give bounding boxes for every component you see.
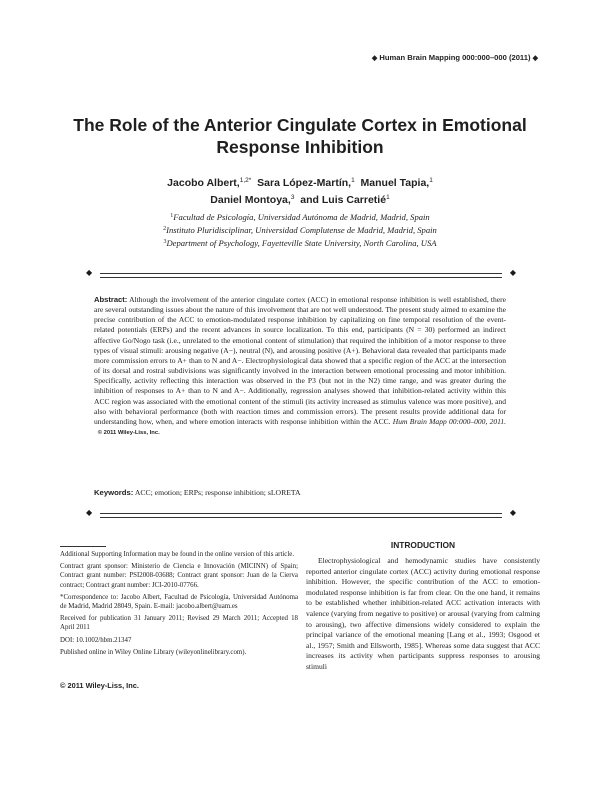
footnote: *Correspondence to: Jacobo Albert, Facultad de Psicología, Universidad Autónoma de Madrid, Madrid 28049, Spain. E-mail: jacobo.albert@uam.es [60,593,298,611]
author: Sara López-Martín,$^1$ [257,177,355,189]
diamond-icon: ◆ [509,268,516,277]
footnotes [60,550,298,660]
diamond-icon: ◆ [509,508,516,517]
keywords [94,488,506,497]
diamond-icon: ◆ [532,55,538,62]
bottom-divider [86,510,516,522]
keywords-label: Keywords: [94,488,134,497]
author: Jacobo Albert,$^{1,2*}$ [167,177,252,189]
affiliation: $^3$Department of Psychology, Fayetteville State University, North Carolina, USA [163,238,437,248]
abstract-citation: Hum Brain Mapp 00:000–000, 2011. [392,416,507,426]
paragraph: Electrophysiological and hemodynamic studies have consistently reported anterior cingulate cortex (ACC) activity during emotional response inhibition. However, the specific contribution of the ACC to emotion-modulated response inhibition is far from clear. On the one hand, it remains to be established whether inhibition-related ACC activation interacts with valence (varying from negative to positive) or arousal (varying from calming to arousing), two affective dimensions widely considered to explain the principal variance of the emotional meaning [Lang et al., 1993; Osgood et al., 1957; Smith and Ellsworth, 1985]. Whereas some data suggest that ACC increases its activity when participants suppress responses to arousing stimuli [306,556,540,671]
paper-title: The Role of the Anterior Cingulate Cortex in Emotional Response Inhibition [73,115,527,157]
author-list [60,175,540,209]
journal-citation: Human Brain Mapping 000:000–000 (2011) [379,53,531,62]
author: and Luis Carretié$^1$ [300,194,390,206]
footnote: DOI: 10.1002/hbm.21347 [60,636,132,644]
affiliation: $^2$Instituto Pluridisciplinar, Universidad Complutense de Madrid, Madrid, Spain [163,225,437,235]
footnote-rule [60,546,106,547]
abstract [94,295,506,438]
abstract-text: Although the involvement of the anterior cingulate cortex (ACC) in emotional response inhibition is well established, there are several outstanding issues about the nature of this involvement that are not well understood. The present study aimed to examine the precise contribution of the ACC to emotion-modulated response inhibition by capitalizing on fine temporal resolution of the event-related potentials (ERPs) and the recent advances in source localization. To this end, participants (N = 30) performed an indirect affective Go/Nogo task (i.e., unrelated to the emotional content of stimulation) that required the inhibition of a motor response to three types of visual stimuli: arousing negative (A−), neutral (N), and arousing positive (A+). Behavioral data revealed that participants made more commission errors to A+ than to N and A−. Electrophysiological data showed that a specific region of the ACC at the intersection of its dorsal and rostral subdivisions was significantly involved in the interaction between emotional processing and motor inhibition. Specifically, activity reflecting this interaction was observed in the P3 (but not in the N2) time range, and was greater during the inhibition of responses to A+ than to N and A−. Additionally, regression analyses showed that inhibition-related activity within this ACC region was associated with the emotional content of the stimuli (its activity increased as stimulus valence was more positive), and also with behavioral performance (both with reaction times and commission errors). The present results provide additional data for understanding how, when, and where emotion interacts with response inhibition within the ACC. [94,295,506,426]
affiliation: $^1$Facultad de Psicología, Universidad Autónoma de Madrid, Madrid, Spain [170,212,430,222]
footnote: Published online in Wiley Online Library (wileyonlinelibrary.com). [60,648,247,656]
section-heading: INTRODUCTION [390,540,456,550]
running-head [372,53,538,62]
footnote: Contract grant sponsor: Ministerio de Ciencia e Innovación (MICINN) of Spain; Contract grant number: PSI2008-03688; Contract grant sponsor: Juan de la Cierva contract; Contract grant number: JCI-2010-07766. [60,563,298,589]
author: Daniel Montoya,$^3$ [210,194,295,206]
copyright: © 2011 Wiley-Liss, Inc. [60,681,139,690]
author: Manuel Tapia,$^1$ [360,177,433,189]
introduction-body [306,556,540,673]
keywords-text: ACC; emotion; ERPs; response inhibition; sLORETA [134,488,301,497]
abstract-copyright: © 2011 Wiley-Liss, Inc. [97,430,160,437]
affiliations [60,211,540,250]
abstract-label: Abstract: [94,295,128,304]
footnote: Additional Supporting Information may be found in the online version of this article. [60,551,295,558]
diamond-icon: ◆ [86,508,93,517]
footnote: Received for publication 31 January 2011; Revised 29 March 2011; Accepted 18 April 2011 [60,615,298,632]
top-divider [86,270,516,282]
diamond-icon: ◆ [86,268,93,277]
diamond-icon: ◆ [371,55,378,62]
